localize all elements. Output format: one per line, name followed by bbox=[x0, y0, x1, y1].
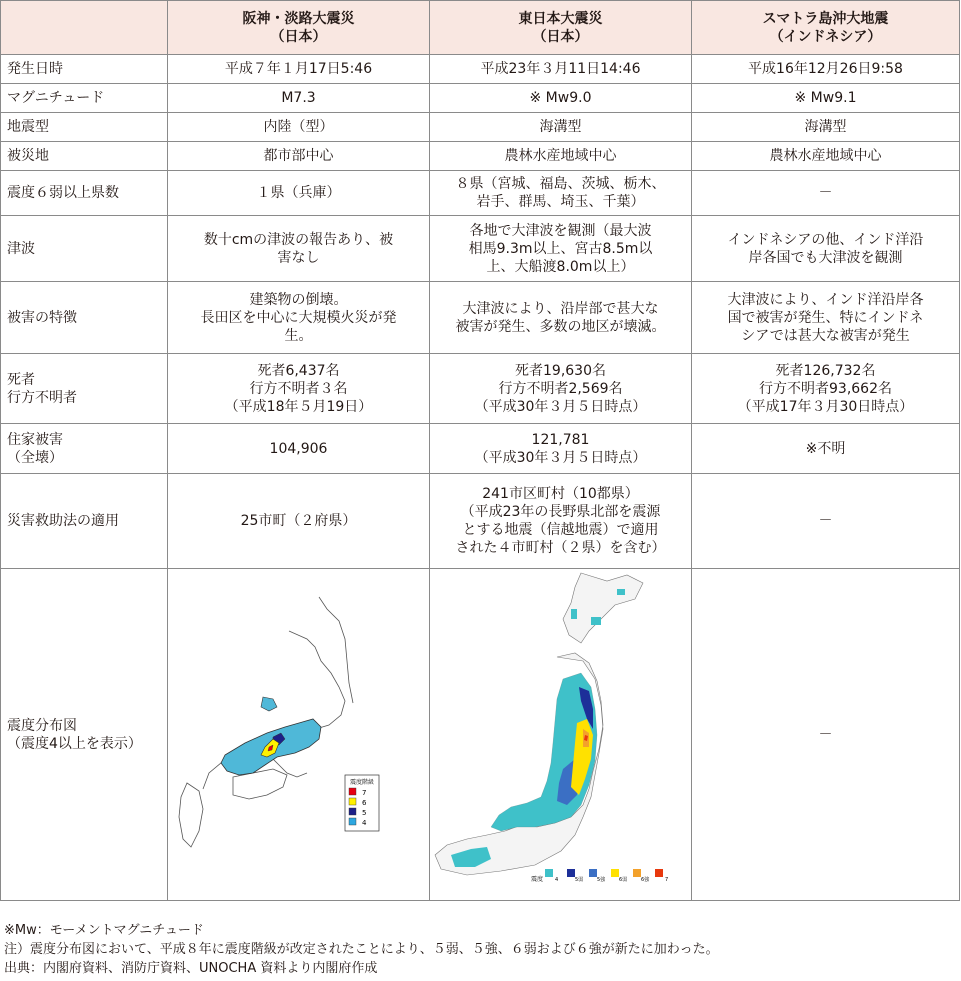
map1-legend-label-7: 7 bbox=[361, 789, 366, 797]
map1-legend-swatch-6 bbox=[349, 798, 356, 805]
map1-coast-north bbox=[319, 597, 353, 703]
map1-legend-label-4: 4 bbox=[361, 819, 366, 827]
row-housing: 住家被害 （全壊） 104,906 121,781 （平成30年３月５日時点） ※不明 bbox=[1, 424, 960, 474]
map1-legend-title: 震度階級 bbox=[349, 779, 374, 786]
footnotes bbox=[4, 921, 959, 978]
map2-legend-label-5s: 5強 bbox=[596, 877, 605, 883]
map2-legend-swatch-7 bbox=[655, 869, 663, 877]
map1-legend-label-5: 5 bbox=[361, 809, 366, 817]
map-hanshin-cell bbox=[168, 569, 430, 901]
note-mw: ※Mw：モーメントマグニチュード bbox=[4, 923, 204, 938]
map-higashinihon-cell bbox=[430, 569, 692, 901]
map1-legend bbox=[345, 775, 379, 831]
header-sumatra: スマトラ島沖大地震 （インドネシア） bbox=[692, 1, 960, 55]
row-magnitude: マグニチュード M7.3 ※ Mw9.0 ※ Mw9.1 bbox=[1, 84, 960, 113]
row-tsunami: 津波 数十cmの津波の報告あり、被 害なし 各地で大津波を観測（最大波 相馬9.3m以上、宮古8.5m以 上、大船渡8.0m以上） インドネシアの他、インド洋沿 岸各国でも大津波を観測 bbox=[1, 216, 960, 282]
row-area: 被災地 都市部中心 農林水産地域中心 農林水産地域中心 bbox=[1, 142, 960, 171]
note-intensity: 注）震度分布図において、平成８年に震度階級が改定されたことにより、５弱、５強、６弱および６強が新たに加わった。 bbox=[4, 942, 719, 957]
map2-legend-label-4: 4 bbox=[554, 877, 558, 883]
map2-legend-label-6w: 6弱 bbox=[618, 877, 627, 883]
map2-legend-label-5w: 5弱 bbox=[574, 877, 583, 883]
row-type: 地震型 内陸（型） 海溝型 海溝型 bbox=[1, 113, 960, 142]
map1-coast-kyushu bbox=[179, 783, 203, 847]
map1-legend-swatch-5 bbox=[349, 808, 356, 815]
map2-legend-title: 震度 bbox=[530, 876, 543, 883]
row-pref: 震度６弱以上県数 １県（兵庫） ８県（宮城、福島、茨城、栃木、 岩手、群馬、埼玉、千葉） － bbox=[1, 171, 960, 216]
header-higashinihon: 東日本大震災 （日本） bbox=[430, 1, 692, 55]
map2-legend bbox=[531, 869, 668, 883]
header-blank bbox=[1, 1, 168, 55]
header-row bbox=[1, 1, 960, 55]
map1-legend-swatch-7 bbox=[349, 788, 356, 795]
header-hanshin: 阪神・淡路大震災 （日本） bbox=[168, 1, 430, 55]
row-damage: 被害の特徴 建築物の倒壊。 長田区を中心に大規模火災が発 生。 大津波により、沿岸部で甚大な 被害が発生、多数の地区が壊滅。 大津波により、インド洋沿岸各 国で被害が発生、特にインドネ シアでは甚大な被害が発生 bbox=[1, 282, 960, 354]
map2-legend-swatch-6w bbox=[611, 869, 619, 877]
row-intensity-map: 震度分布図 （震度4以上を表示） 震度階級 7 6 5 4 震度 4 5弱 5強 6弱 6強 7 － bbox=[1, 569, 960, 901]
map2-legend-swatch-5w bbox=[567, 869, 575, 877]
map1-legend-swatch-4 bbox=[349, 818, 356, 825]
note-source: 出典：内閣府資料、消防庁資料、UNOCHA 資料より内閣府作成 bbox=[4, 961, 378, 976]
map2-legend-swatch-5s bbox=[589, 869, 597, 877]
row-date: 発生日時 平成７年１月17日5:46 平成23年３月11日14:46 平成16年12月26日9:58 bbox=[1, 55, 960, 84]
map2-legend-label-6s: 6強 bbox=[640, 877, 649, 883]
map1-legend-label-6: 6 bbox=[361, 799, 366, 807]
map2-legend-label-7: 7 bbox=[664, 877, 668, 883]
map2-legend-swatch-6s bbox=[633, 869, 641, 877]
higashinihon-intensity-map bbox=[431, 569, 691, 895]
map2-hokkaido bbox=[563, 573, 643, 643]
map2-legend-swatch-4 bbox=[545, 869, 553, 877]
hanshin-intensity-map bbox=[169, 569, 429, 895]
map1-int4-island bbox=[261, 697, 277, 711]
row-relief: 災害救助法の適用 25市町（２府県） 241市区町村（10都県） （平成23年の長野県北部を震源 とする地震（信越地震）で適用 された４市町村（２県）を含む） － bbox=[1, 474, 960, 569]
row-deaths: 死者 行方不明者 死者6,437名 行方不明者３名 （平成18年５月19日） 死者19,630名 行方不明者2,569名 （平成30年３月５日時点） 死者126,732名 行方不明者93,662名 （平成17年３月30日時点） bbox=[1, 354, 960, 424]
